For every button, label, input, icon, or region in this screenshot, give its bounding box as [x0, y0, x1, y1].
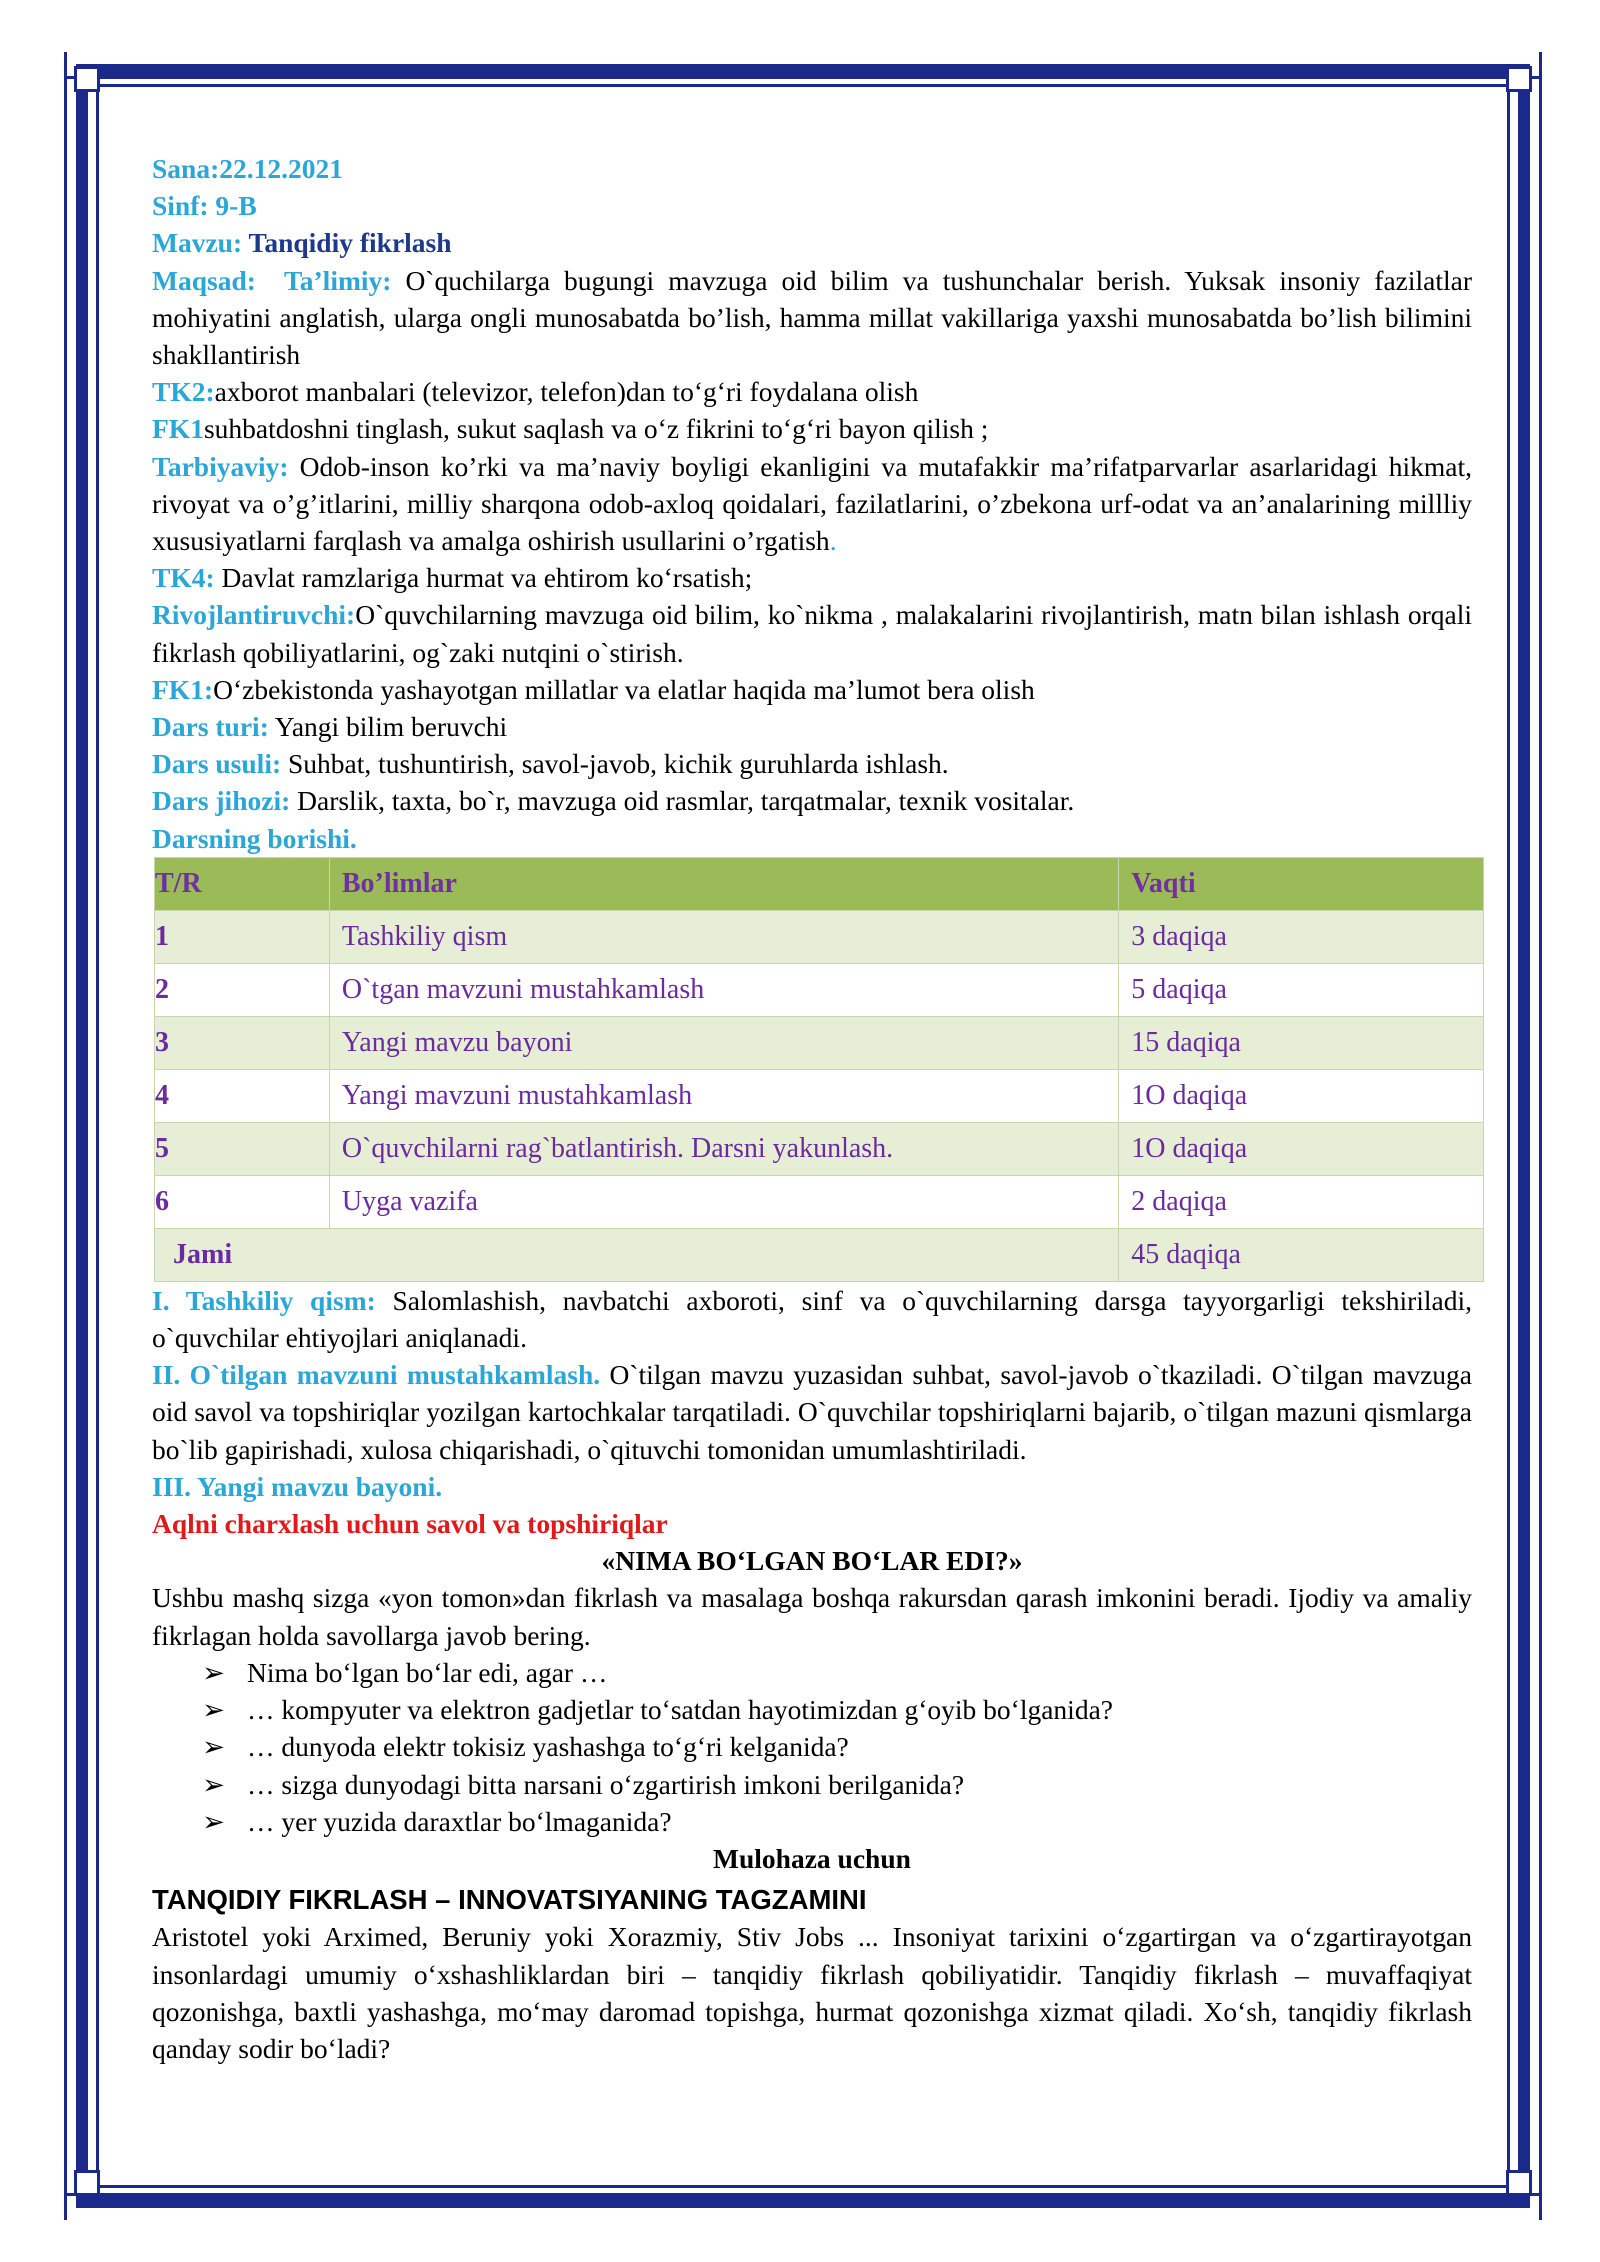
lesson-equipment-label: Dars jihozi: — [152, 785, 291, 817]
question-text: … sizga dunyodagi bitta narsani o‘zgartirish imkoni berilganida? — [247, 1768, 965, 1800]
tk4-line — [152, 559, 1472, 596]
question-list — [152, 1654, 1472, 1840]
lesson-plan-table — [154, 857, 1484, 1282]
lesson-method-line — [152, 745, 1472, 782]
list-item — [202, 1728, 1472, 1765]
row-section: Yangi mavzuni mustahkamlash — [329, 1069, 1118, 1122]
tk2-label: TK2: — [152, 376, 215, 408]
row-time: 5 daqiqa — [1119, 963, 1484, 1016]
corner-ornament-tr — [1506, 66, 1532, 92]
educational-label: Ta’limiy: — [283, 264, 392, 296]
lesson-method-label: Dars usuli: — [152, 748, 282, 780]
corner-ornament-br — [1506, 2170, 1532, 2196]
table-row — [155, 1069, 1484, 1122]
lesson-progress-heading — [152, 820, 1472, 857]
header-time: Vaqti — [1119, 857, 1484, 910]
date-value: 22.12.2021 — [219, 153, 343, 184]
table-total-row — [155, 1228, 1484, 1281]
tk2-text: axborot manbalari (televizor, telefon)dan to‘g‘ri foydalana olish — [214, 376, 919, 408]
row-number: 6 — [155, 1175, 330, 1228]
table-header-row — [155, 857, 1484, 910]
row-number: 3 — [155, 1016, 330, 1069]
goal-label: Maqsad: — [152, 264, 256, 296]
row-section: O`quvchilarni rag`batlantirish. Darsni yakunlash. — [329, 1122, 1118, 1175]
row-number: 4 — [155, 1069, 330, 1122]
table-row — [155, 963, 1484, 1016]
list-item — [202, 1766, 1472, 1803]
goal-educational — [152, 262, 1472, 374]
header-sections: Bo’limlar — [329, 857, 1118, 910]
arrow-bullet-icon: ➢ — [202, 1768, 226, 1800]
stage-2-label: II. O`tilgan mavzuni mustahkamlash. — [152, 1359, 601, 1391]
lesson-type-text: Yangi bilim beruvchi — [268, 711, 508, 743]
topic-value: Tanqidiy fikrlash — [248, 227, 452, 259]
total-time: 45 daqiqa — [1119, 1228, 1484, 1281]
stage-2-text: O`tilgan mavzu yuzasidan suhbat, savol-javob o`tkaziladi. O`tilgan mavzuga oid savol va topshiriqlar yozilgan kartochkalar tarqatiladi. O`quvchilar topshiriqlarni bajarib, o`tilgan mazuni qismlarga bo`lib gapirishadi, xulosa chiqarishadi, o`qituvchi tomonidan umumlashtiriladi. — [152, 1359, 1472, 1465]
frame-line-top — [64, 76, 1542, 79]
upbringing-text: Odob-inson ko’rki va ma’naviy boyligi ekanligini va mutafakkir ma’rifatparvarlar asarlaridagi hikmat, rivoyat va o’g’itlarini, milliy sharqona odob-axloq qoidalari, fazilatlarini, o’zbekona urf-odat va an’analarining millliy xususiyatlarni farqlash va amalga oshirish usullarini o’rgatish — [152, 450, 1472, 557]
total-label: Jami — [155, 1228, 1119, 1281]
table-row — [155, 1122, 1484, 1175]
frame-line-right — [1539, 52, 1542, 2220]
fk1b-line — [152, 671, 1472, 708]
lesson-plan-document — [152, 150, 1472, 2067]
fk1-text: suhbatdoshni tinglash, sukut saqlash va o‘z fikrini to‘g‘ri bayon qilish ; — [203, 413, 989, 445]
row-time: 3 daqiqa — [1119, 910, 1484, 963]
row-section: Yangi mavzu bayoni — [329, 1016, 1118, 1069]
lesson-progress-label: Darsning borishi. — [152, 822, 357, 854]
reflection-title: Mulohaza uchun — [713, 1842, 911, 1874]
topic-label: Mavzu: — [152, 227, 249, 259]
innovation-heading: TANQIDIY FIKRLASH – INNOVATSIYANING TAGZAMINI — [152, 1884, 867, 1916]
arrow-bullet-icon: ➢ — [202, 1731, 226, 1763]
tk4-text: Davlat ramzlariga hurmat va ehtirom ko‘rsatish; — [214, 562, 753, 594]
row-time: 2 daqiqa — [1119, 1175, 1484, 1228]
table-row — [155, 1016, 1484, 1069]
educational-text: O`quchilarga bugungi mavzuga oid bilim va tushunchalar berish. Yuksak insoniy fazilatlar mohiyatini anglatish, ularga ongli munosabatda bo’lish, hamma millat vakillariga yaxshi munosabatda bo’lish bilimini shakllantirish — [152, 264, 1472, 371]
exercise-intro: Ushbu mashq sizga «yon tomon»dan fikrlash va masalaga boshqa rakursdan qarash imkonini beradi. Ijodiy va amaliy fikrlagan holda savollarga javob bering. — [152, 1582, 1472, 1651]
date-line — [152, 150, 1472, 187]
row-time: 1O daqiqa — [1119, 1069, 1484, 1122]
developmental-text: O`quvchilarning mavzuga oid bilim, ko`nikma , malakalarini rivojlantirish, matn bilan ishlash orqali fikrlash qobiliyatlarini, og`zaki nutqini o`stirish. — [152, 599, 1472, 668]
list-item — [202, 1691, 1472, 1728]
list-item — [202, 1654, 1472, 1691]
lesson-equipment-text: Darslik, taxta, bo`r, mavzuga oid rasmlar, tarqatmalar, texnik vositalar. — [290, 785, 1075, 817]
upbringing-dot: . — [829, 525, 837, 557]
tk4-label: TK4: — [152, 562, 215, 594]
frame-line-left — [64, 52, 67, 2220]
question-text: … yer yuzida daraxtlar bo‘lmaganida? — [247, 1805, 672, 1837]
fk1b-text: O‘zbekistonda yashayotgan millatlar va elatlar haqida ma’lumot bera olish — [213, 673, 1035, 705]
upbringing-label: Tarbiyaviy: — [152, 450, 289, 482]
fk1-label: FK1 — [152, 413, 204, 445]
table-row — [155, 1175, 1484, 1228]
corner-ornament-tl — [74, 66, 100, 92]
row-time: 15 daqiqa — [1119, 1016, 1484, 1069]
row-section: O`tgan mavzuni mustahkamlash — [329, 963, 1118, 1016]
question-text: … kompyuter va elektron gadjetlar to‘satdan hayotimizdan g‘oyib bo‘lganida? — [247, 1694, 1113, 1726]
frame-line-bottom — [64, 2193, 1542, 2196]
row-number: 5 — [155, 1122, 330, 1175]
stage-2 — [152, 1356, 1472, 1468]
mind-sharpening-label: Aqlni charxlash uchun savol va topshiriqlar — [152, 1508, 668, 1540]
stage-1-label: I. Tashkiliy qism: — [152, 1284, 376, 1316]
developmental-label: Rivojlantiruvchi: — [152, 599, 356, 631]
corner-ornament-bl — [74, 2170, 100, 2196]
question-text: Nima bo‘lgan bo‘lar edi, agar … — [247, 1656, 608, 1688]
stage-1-text: Salomlashish, navbatchi axboroti, sinf va o`quvchilarning darsga tayyorgarligi tekshiriladi, o`quvchilar ehtiyojlari aniqlanadi. — [152, 1284, 1473, 1354]
row-number: 1 — [155, 910, 330, 963]
header-tr: T/R — [155, 857, 330, 910]
arrow-bullet-icon: ➢ — [202, 1656, 226, 1688]
topic-line — [152, 224, 1472, 261]
table-row — [155, 910, 1484, 963]
mind-sharpening-heading — [152, 1505, 1472, 1542]
question-text: … dunyoda elektr tokisiz yashashga to‘g‘ri kelganida? — [247, 1731, 849, 1763]
row-section: Uyga vazifa — [329, 1175, 1118, 1228]
stage-1 — [152, 1282, 1472, 1356]
arrow-bullet-icon: ➢ — [202, 1694, 226, 1726]
arrow-bullet-icon: ➢ — [202, 1805, 226, 1837]
lesson-method-text: Suhbat, tushuntirish, savol-javob, kichik guruhlarda ishlash. — [281, 748, 949, 780]
lesson-equipment-line — [152, 782, 1472, 819]
row-time: 1O daqiqa — [1119, 1122, 1484, 1175]
fk1b-label: FK1: — [152, 673, 214, 705]
developmental-goal — [152, 596, 1472, 670]
exercise-title: «NIMA BO‘LGAN BO‘LAR EDI?» — [601, 1545, 1023, 1577]
stage-3 — [152, 1468, 1472, 1505]
list-item — [202, 1803, 1472, 1840]
lesson-type-label: Dars turi: — [152, 711, 269, 743]
class-label: Sinf: 9-B — [152, 190, 257, 222]
lesson-type-line — [152, 708, 1472, 745]
date-label: Sana: — [152, 153, 220, 184]
row-number: 2 — [155, 963, 330, 1016]
tk2-line — [152, 373, 1472, 410]
class-line — [152, 187, 1472, 224]
innovation-text: Aristotel yoki Arximed, Beruniy yoki Xorazmiy, Stiv Jobs ... Insoniyat tarixini o‘zgartirgan va o‘zgartirayotgan insonlardagi umumiy o‘xshashliklardan biri – tanqidiy fikrlash qobiliyatidir. Tanqidiy fikrlash – muvaffaqiyat qozonishga, baxtli yashashga, mo‘may daromad topishga, hurmat qozonishga xizmat qiladi. Xo‘sh, tanqidiy fikrlash qanday sodir bo‘ladi? — [152, 1921, 1472, 2064]
stage-3-label: III. Yangi mavzu bayoni. — [152, 1470, 443, 1502]
fk1-line — [152, 410, 1472, 447]
row-section: Tashkiliy qism — [329, 910, 1118, 963]
upbringing-goal — [152, 448, 1472, 560]
